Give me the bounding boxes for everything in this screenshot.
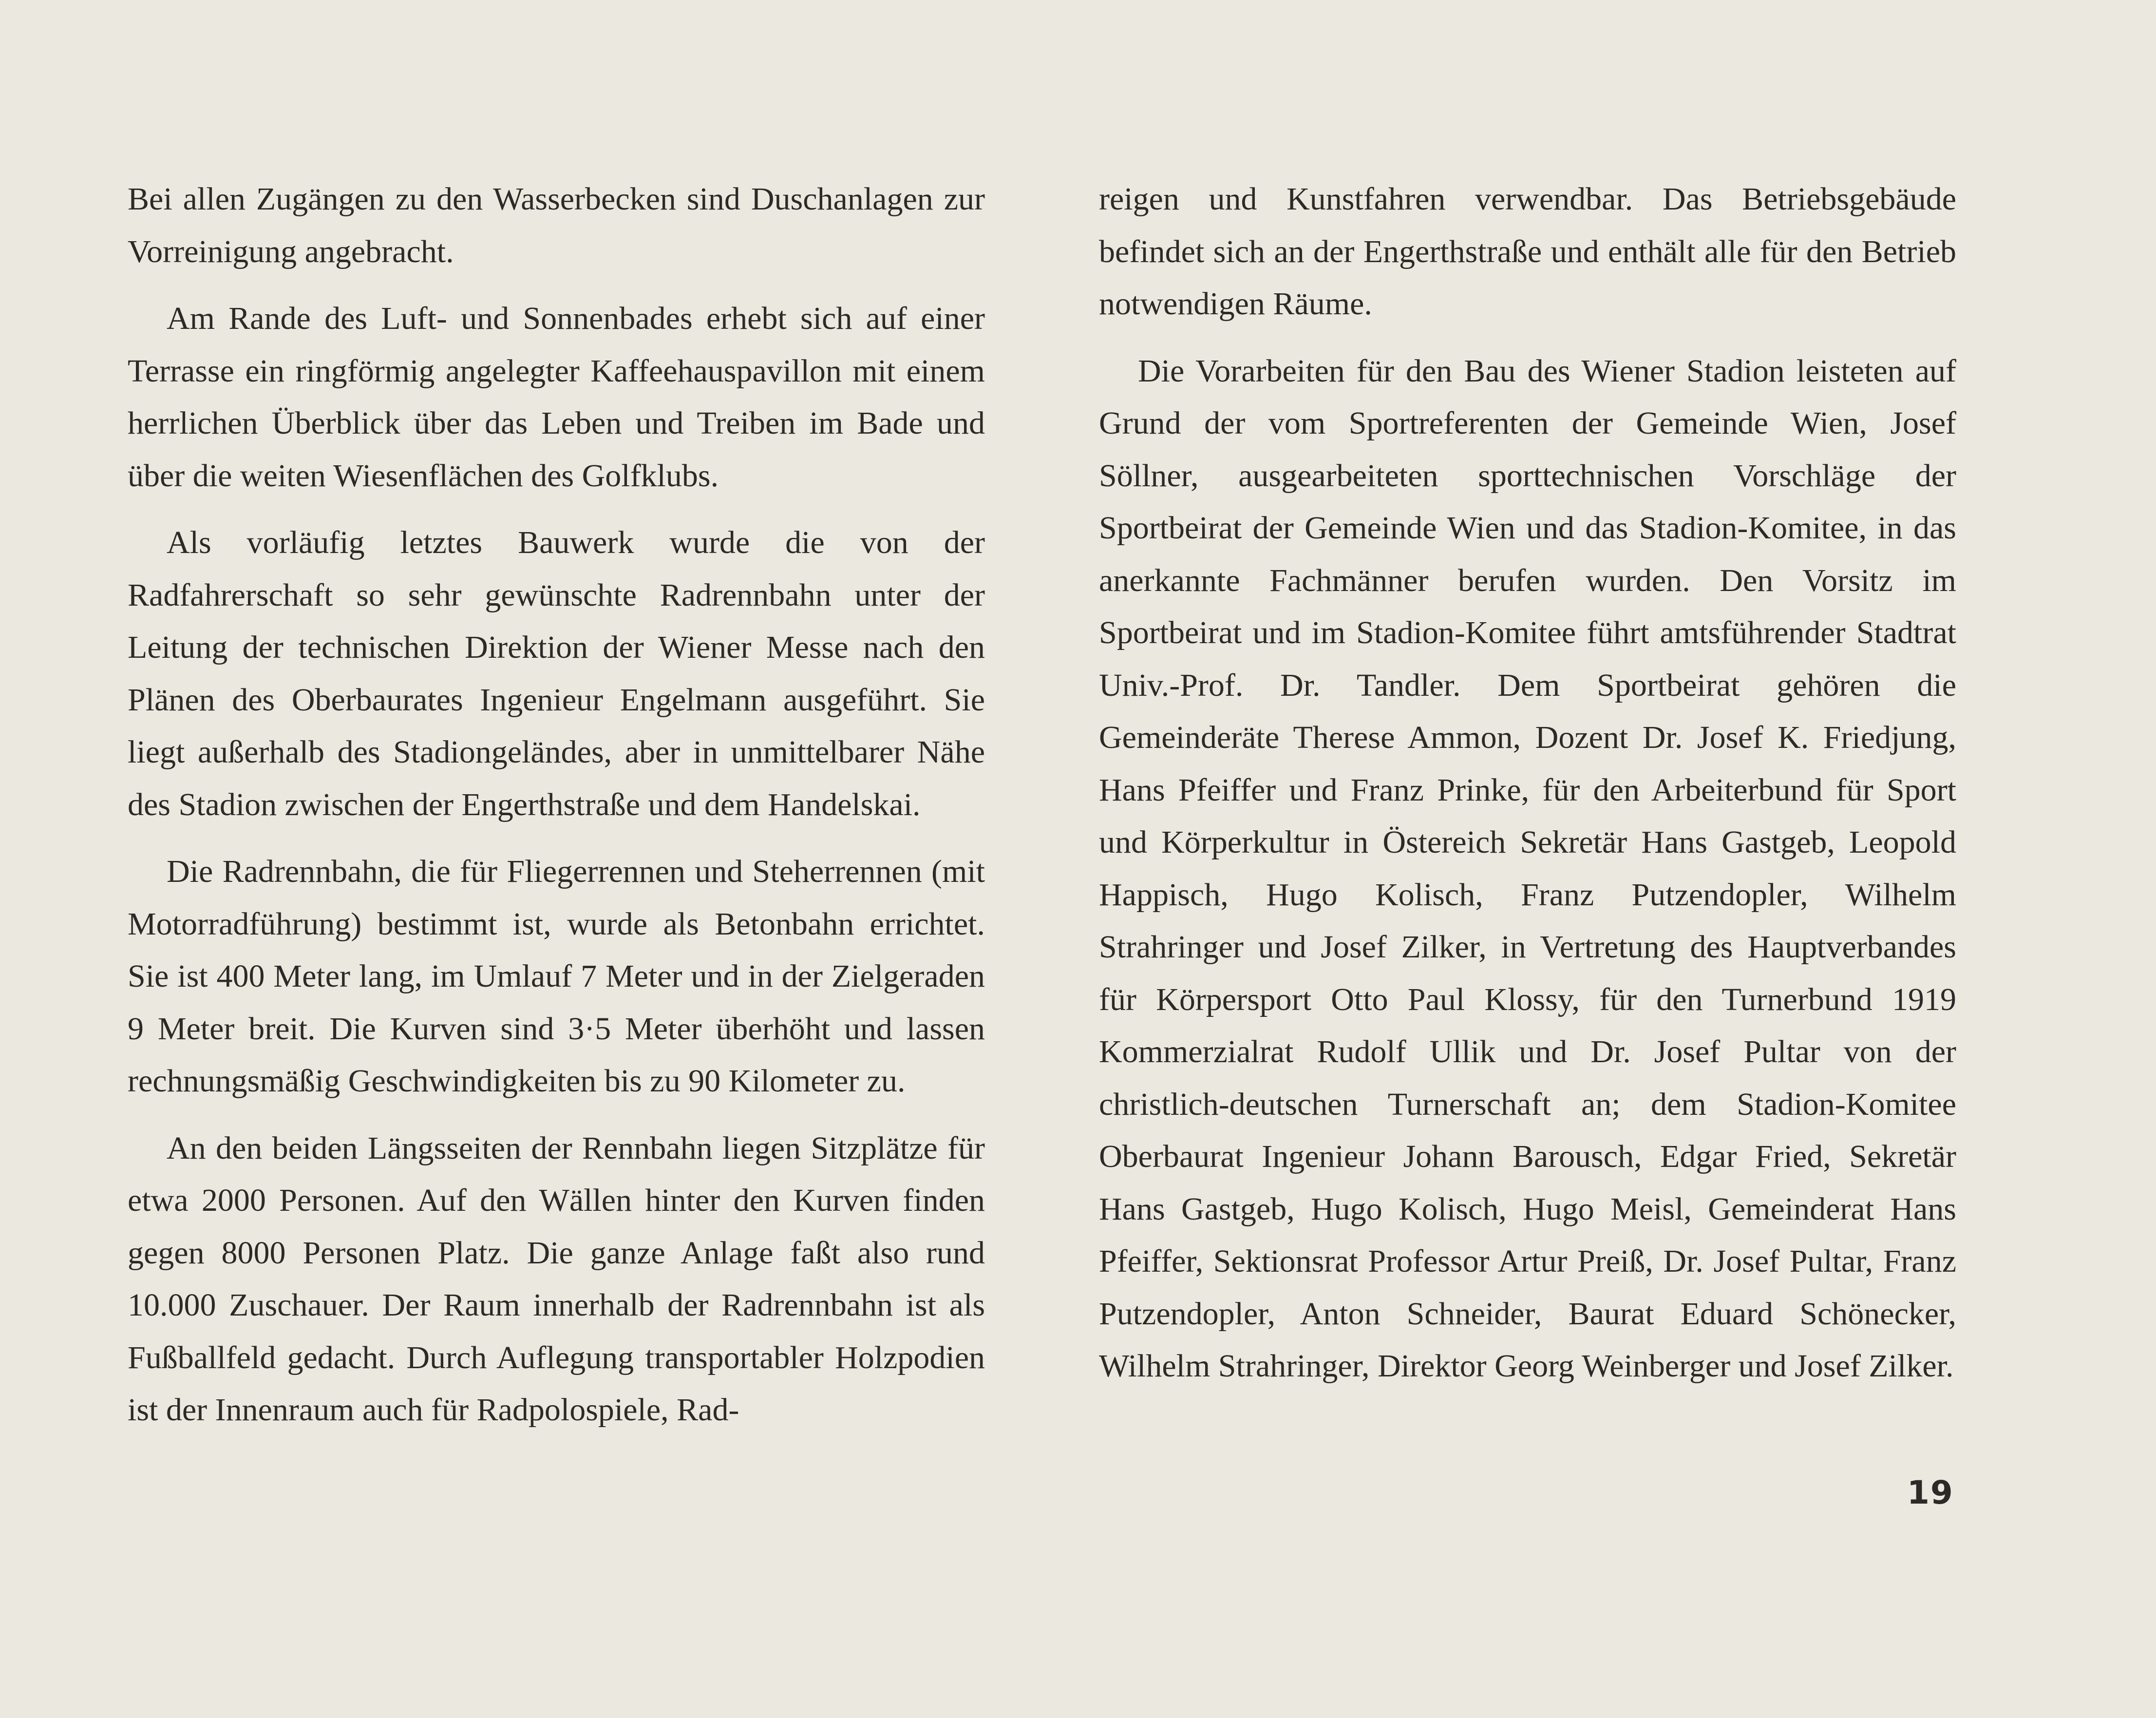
paragraph-kaffeehauspavillon: Am Rande des Luft- und Sonnenbades erhebt sich auf einer Terrasse ein ringförmig angelegter Kaffeehauspavillon mit einem herrlichen Überblick über das Leben und Treiben im Bade und über die weiten Wiesenflächen des Golfklubs. <box>128 301 985 494</box>
paragraph-betriebsgebaeude: reigen und Kunstfahren verwendbar. Das Betriebsgebäude befindet sich an der Engerthstraße und enthält alle für den Betrieb notwendigen Räume. <box>1099 181 1956 322</box>
paragraph-radrennbahn-bau: Als vorläufig letztes Bauwerk wurde die von der Radfahrerschaft so sehr gewünschte Radrennbahn unter der Leitung der technischen Direktion der Wiener Messe nach den Plänen des Oberbaurates Ingenieur Engelmann ausgeführt. Sie liegt außerhalb des Stadiongeländes, aber in unmittelbarer Nähe des Stadion zwischen der Engerthstraße und dem Handelskai. <box>128 525 985 822</box>
paragraph-radrennbahn-masse: Die Radrennbahn, die für Fliegerrennen und Steherrennen (mit Motorradführung) bestimmt ist, wurde als Betonbahn errichtet. Sie ist 400 Meter lang, im Umlauf 7 Meter und in der Zielgeraden 9 Meter breit. Die Kurven sind 3·5 Meter überhöht und lassen rechnungsmäßig Geschwindigkeiten bis zu 90 Kilometer zu. <box>128 854 985 1099</box>
paragraph-sitzplaetze: An den beiden Längsseiten der Rennbahn liegen Sitzplätze für etwa 2000 Personen. Auf den Wällen hinter den Kurven finden gegen 8000 Personen Platz. Die ganze Anlage faßt also rund 10.000 Zuschauer. Der Raum innerhalb der Radrennbahn ist als Fußballfeld gedacht. Durch Auflegung transportabler Holzpodien ist der Innenraum auch für Radpolospiele, Rad- <box>128 1130 985 1428</box>
paragraph-vorarbeiten-stadion: Die Vorarbeiten für den Bau des Wiener Stadion leisteten auf Grund der vom Sportreferenten der Gemeinde Wien, Josef Söllner, ausgearbeiteten sporttechnischen Vorschläge der Sportbeirat der Gemeinde Wien und das Stadion-Komitee, in das anerkannte Fachmänner berufen wurden. Den Vorsitz im Sportbeirat und im Stadion-Komitee führt amtsführender Stadtrat Univ.-Prof. Dr. Tandler. Dem Sportbeirat gehören die Gemeinderäte Therese Ammon, Dozent Dr. Josef K. Friedjung, Hans Pfeiffer und Franz Prinke, für den Arbeiterbund für Sport und Körperkultur in Östereich Sekretär Hans Gastgeb, Leopold Happisch, Hugo Kolisch, Franz Putzendopler, Wilhelm Strahringer und Josef Zilker, in Vertretung des Hauptverbandes für Körpersport Otto Paul Klossy, für den Turnerbund 1919 Kommerzialrat Rudolf Ullik und Dr. Josef Pultar von der christlich-deutschen Turnerschaft an; dem Stadion-Komitee Oberbaurat Ingenieur Johann Barousch, Edgar Fried, Sekretär Hans Gastgeb, Hugo Kolisch, Hugo Meisl, Gemeinderat Hans Pfeiffer, Sektionsrat Professor Artur Preiß, Dr. Josef Pultar, Franz Putzendopler, Anton Schneider, Baurat Eduard Schönecker, Wilhelm Strahringer, Direktor Georg Weinberger und Josef Zilker. <box>1099 353 1956 1384</box>
left-text-column <box>128 173 985 1436</box>
page-number: 19 <box>1907 1474 1954 1511</box>
right-text-column <box>1099 173 1956 1393</box>
paragraph-duschanlagen: Bei allen Zugängen zu den Wasserbecken sind Duschanlagen zur Vorreinigung angebracht. <box>128 181 985 269</box>
